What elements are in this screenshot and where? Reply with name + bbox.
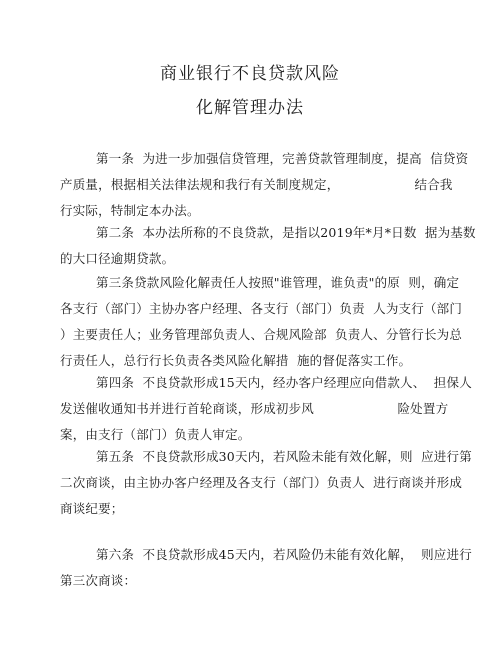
paragraph-line: 行实际，特制定本办法。 bbox=[60, 203, 200, 218]
paragraph-line: 各支行（部门）主协办客户经理、各支行（部门）负责 人为支行（部门 bbox=[60, 301, 463, 316]
paragraph-line: 商谈纪要； bbox=[60, 501, 124, 516]
paragraph-line: 第二条 本办法所称的不良贷款，是指以2019年*月*日数 据为基数 bbox=[96, 225, 476, 240]
paragraph-line: 案，由支行（部门）负责人审定。 bbox=[60, 427, 251, 442]
paragraph-line: 发送催收通知书并进行首轮商谈，形成初步风 险处置方 bbox=[60, 401, 449, 416]
paragraph-line: 第三次商谈： bbox=[60, 573, 137, 588]
paragraph-line: 二次商谈，由主协办客户经理及各支行（部门）负责人 进行商谈并形成 bbox=[60, 475, 463, 490]
article-5-paragraph bbox=[60, 444, 472, 522]
paragraph-line: 的大口径逾期贷款。 bbox=[60, 251, 175, 266]
paragraph-line: 第四条 不良贷款形成15天内，经办客户经理应向借款人、 担保人 bbox=[96, 375, 472, 390]
paragraph-line: 第一条 为进一步加强信贷管理，完善贷款管理制度，提高 信贷资 bbox=[96, 151, 469, 166]
article-3-paragraph bbox=[60, 270, 463, 374]
paragraph-line: 第五条 不良贷款形成30天内，若风险未能有效化解，则 应进行第 bbox=[96, 449, 472, 464]
article-4-paragraph bbox=[60, 370, 472, 448]
paragraph-line: 第六条 不良贷款形成45天内，若风险仍未能有效化解， 则应进行 bbox=[96, 547, 472, 562]
paragraph-line: ）主要责任人；业务管理部负责人、合规风险部 负责人、分管行长为总 bbox=[60, 327, 463, 342]
article-2-paragraph bbox=[60, 220, 476, 272]
article-1-paragraph bbox=[60, 146, 469, 224]
paragraph-line: 第三条贷款风险化解责任人按照"谁管理，谁负责"的原 则，确定 bbox=[96, 275, 460, 290]
paragraph-line: 行责任人，总行行长负责各类风险化解措 施的督促落实工作。 bbox=[60, 353, 412, 368]
paragraph-line: 产质量，根据相关法律法规和我行有关制度规定， 结合我 bbox=[60, 177, 453, 192]
document-title-line-2: 化解管理办法 bbox=[196, 98, 304, 118]
article-6-paragraph bbox=[60, 542, 472, 594]
document-title-line-1: 商业银行不良贷款风险 bbox=[160, 64, 340, 84]
